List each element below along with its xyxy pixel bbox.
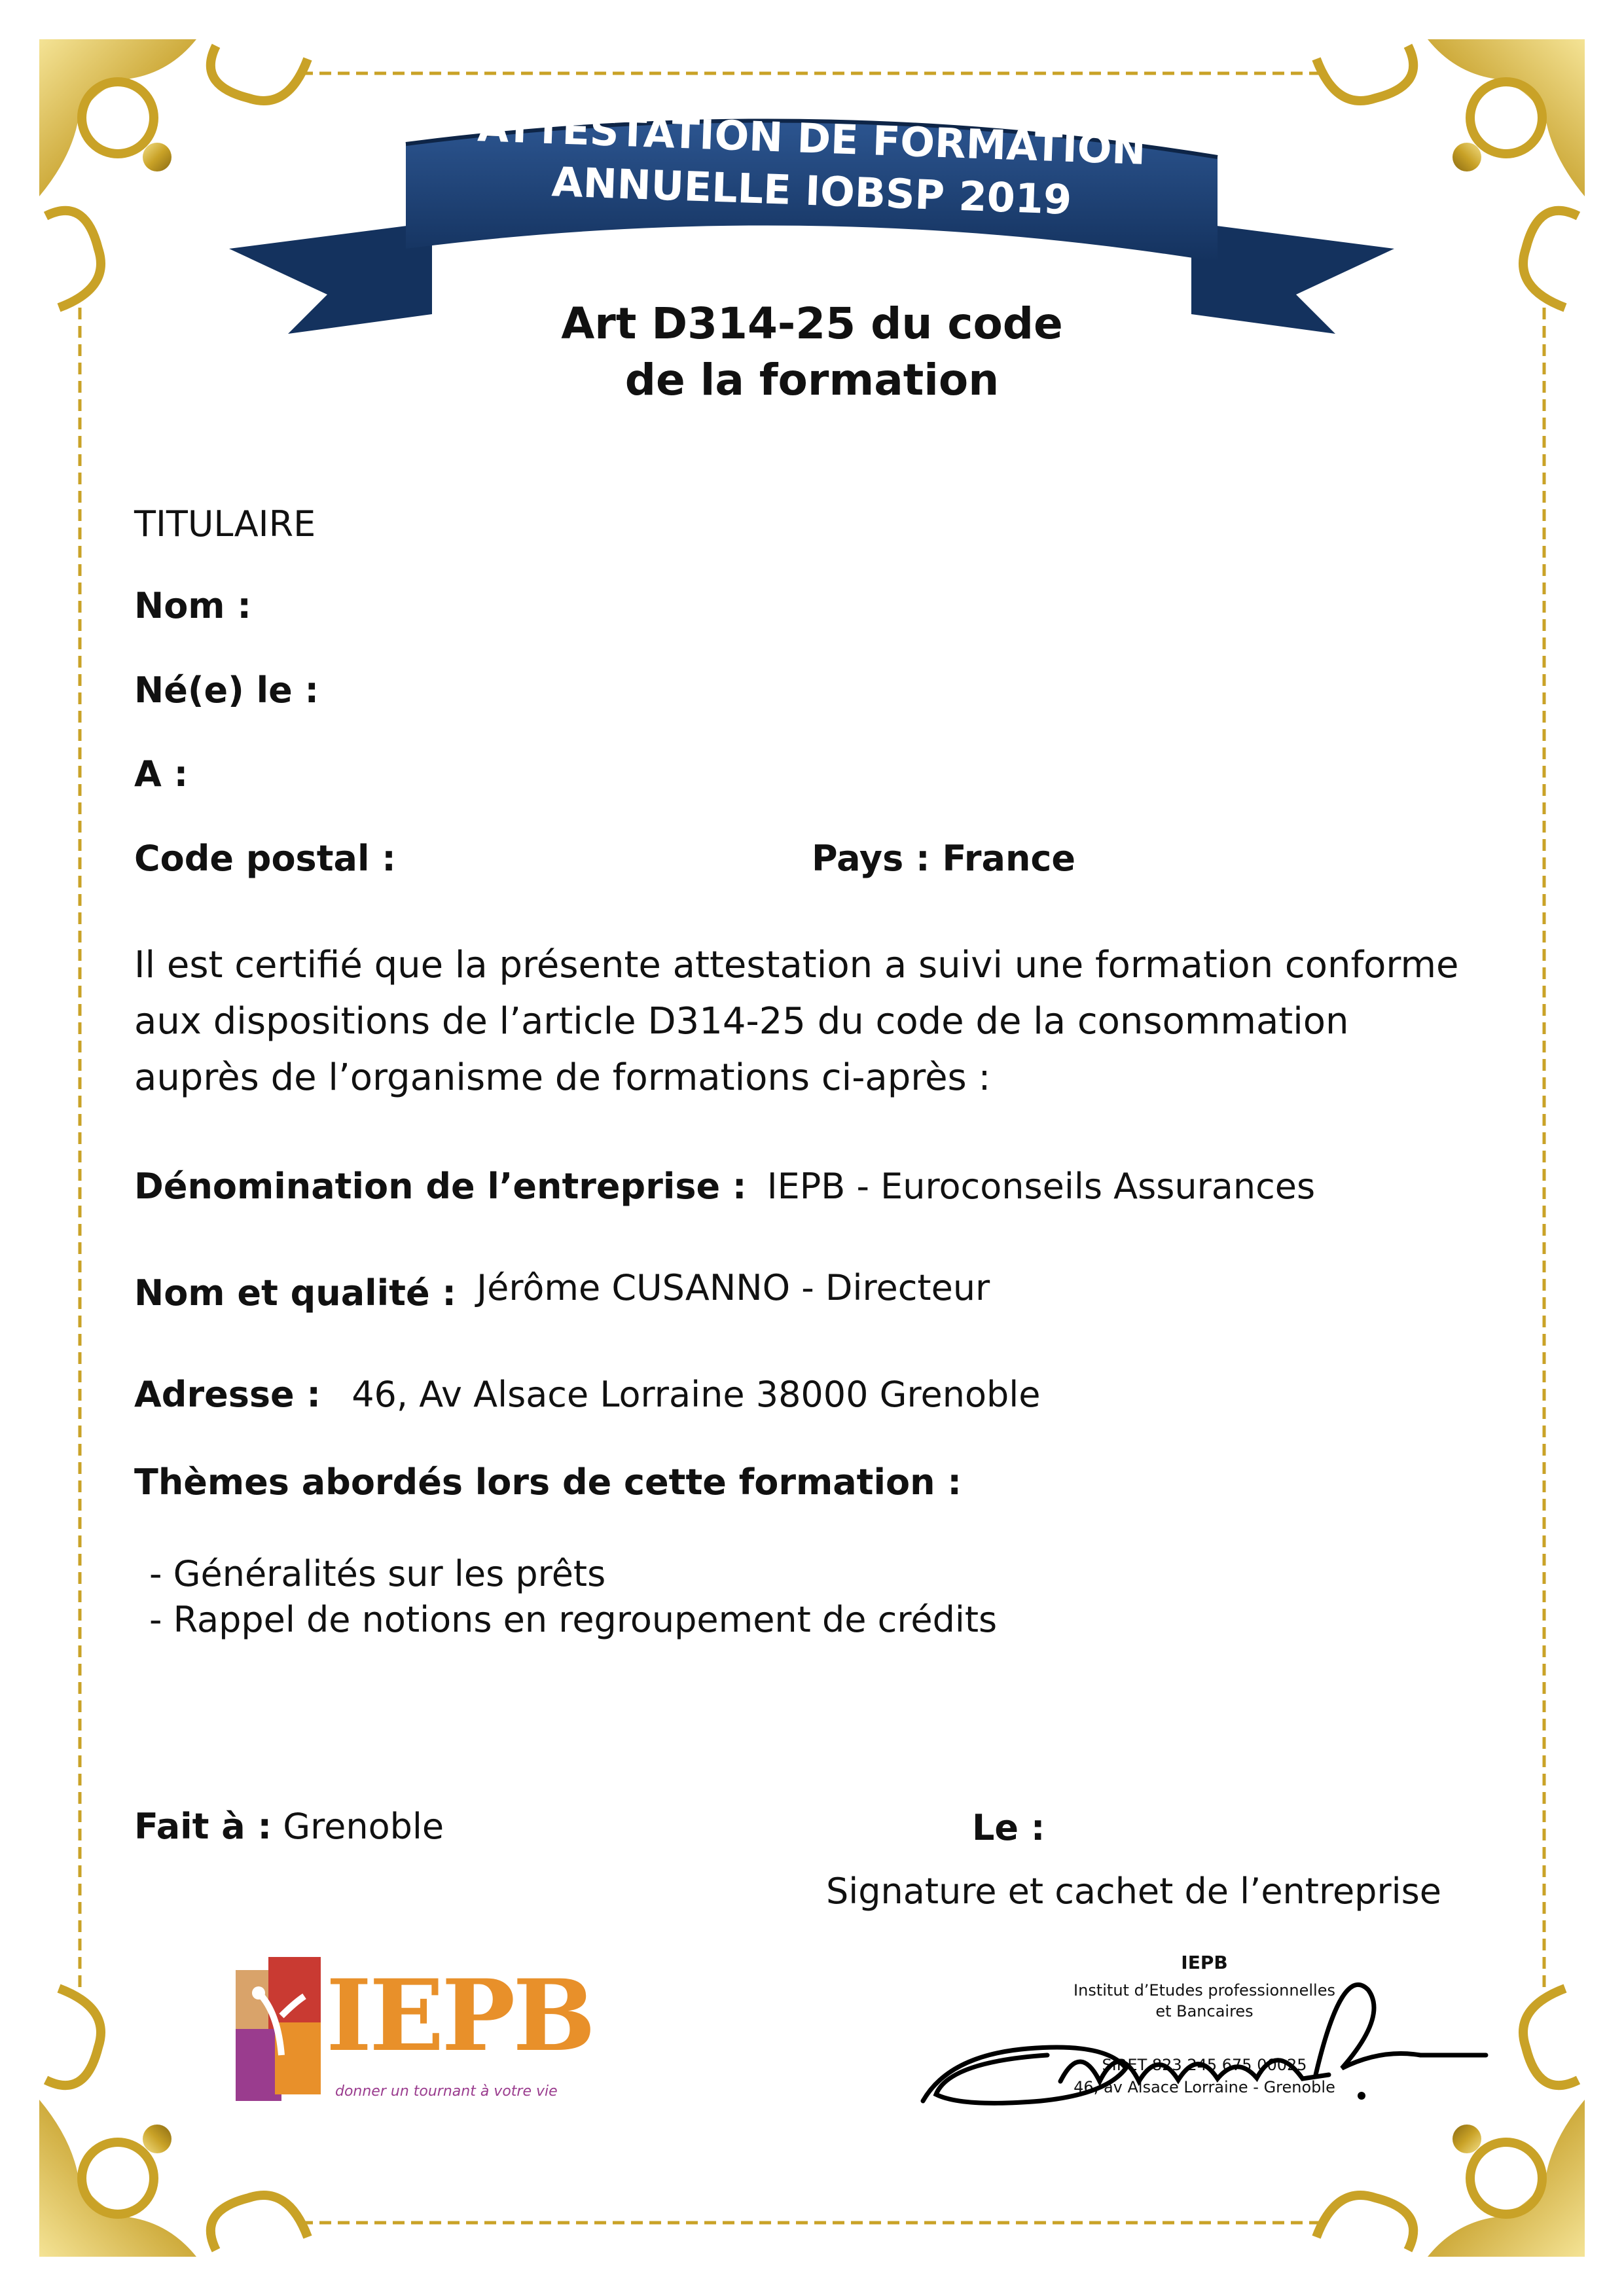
country-value: France (942, 838, 1076, 879)
logo-tagline: donner un tournant à votre vie (335, 2083, 558, 2100)
place-label: Fait à : (134, 1806, 272, 1847)
birth-place-field (134, 753, 188, 796)
banner-title-line-2: ANNUELLE IOBSP 2019 (550, 158, 1073, 224)
postal-code-field (134, 837, 396, 880)
address-field (134, 1373, 1041, 1416)
logo-mark-icon (236, 1957, 321, 2101)
postal-code-label: Code postal : (134, 838, 396, 879)
address-value: 46, Av Alsace Lorraine 38000 Grenoble (352, 1374, 1041, 1415)
iepb-logo (236, 1957, 594, 2114)
theme-item: - Généralités sur les prêts (149, 1553, 606, 1594)
theme-item: - Rappel de notions en regroupement de crédits (149, 1599, 998, 1640)
birth-date-field (134, 669, 319, 712)
nom-field (134, 584, 251, 628)
stamp-company-subtitle: et Bancaires (1155, 2002, 1254, 2020)
country-field (812, 837, 1075, 880)
company-name-value: IEPB - Euroconseils Assurances (767, 1166, 1316, 1207)
handwritten-signature (910, 1924, 1499, 2114)
nom-label: Nom : (134, 585, 251, 626)
place-field (134, 1805, 444, 1848)
birth-place-label: A : (134, 753, 189, 795)
stamp-siret: SIRET 823 245 675 00025 (1102, 2056, 1307, 2074)
themes-heading: Thèmes abordés lors de cette formation : (134, 1462, 962, 1503)
company-name-label: Dénomination de l’entreprise : (134, 1166, 747, 1207)
stamp-company-fullname: Institut d’Etudes professionnelles (1074, 1981, 1335, 2000)
company-name-field (134, 1165, 1315, 1208)
titulaire-heading: TITULAIRE (134, 503, 316, 545)
place-value: Grenoble (283, 1806, 444, 1847)
name-quality-label: Nom et qualité : (134, 1272, 456, 1314)
themes-list (149, 1551, 997, 1643)
date-label: Le : (972, 1807, 1045, 1848)
certification-line-1: Il est certifié que la présente attestation a suivi une formation conforme (134, 944, 1459, 986)
country-label: Pays : (812, 838, 930, 879)
company-stamp (910, 1924, 1499, 2114)
name-quality-field (134, 1266, 990, 1314)
logo-text: IEPB (326, 1958, 594, 2073)
stamp-address: 46, av Alsace Lorraine - Grenoble (1074, 2078, 1335, 2096)
name-quality-value: Jérôme CUSANNO - Directeur (477, 1267, 990, 1308)
subtitle-line-1: Art D314-25 du code (561, 298, 1063, 349)
birth-date-label: Né(e) le : (134, 670, 319, 711)
subtitle-line-2: de la formation (624, 355, 1000, 405)
certification-line-3: auprès de l’organisme de formations ci-après : (134, 1056, 991, 1099)
stamp-company-name: IEPB (1181, 1952, 1228, 1973)
certification-line-2: aux dispositions de l’article D314-25 du code de la consommation (134, 1000, 1349, 1043)
signature-caption: Signature et cachet de l’entreprise (826, 1871, 1442, 1912)
banner-title-line-1: ATTESTATION DE FORMATION (477, 103, 1147, 174)
address-label: Adresse : (134, 1374, 321, 1415)
certification-paragraph (134, 937, 1509, 1106)
